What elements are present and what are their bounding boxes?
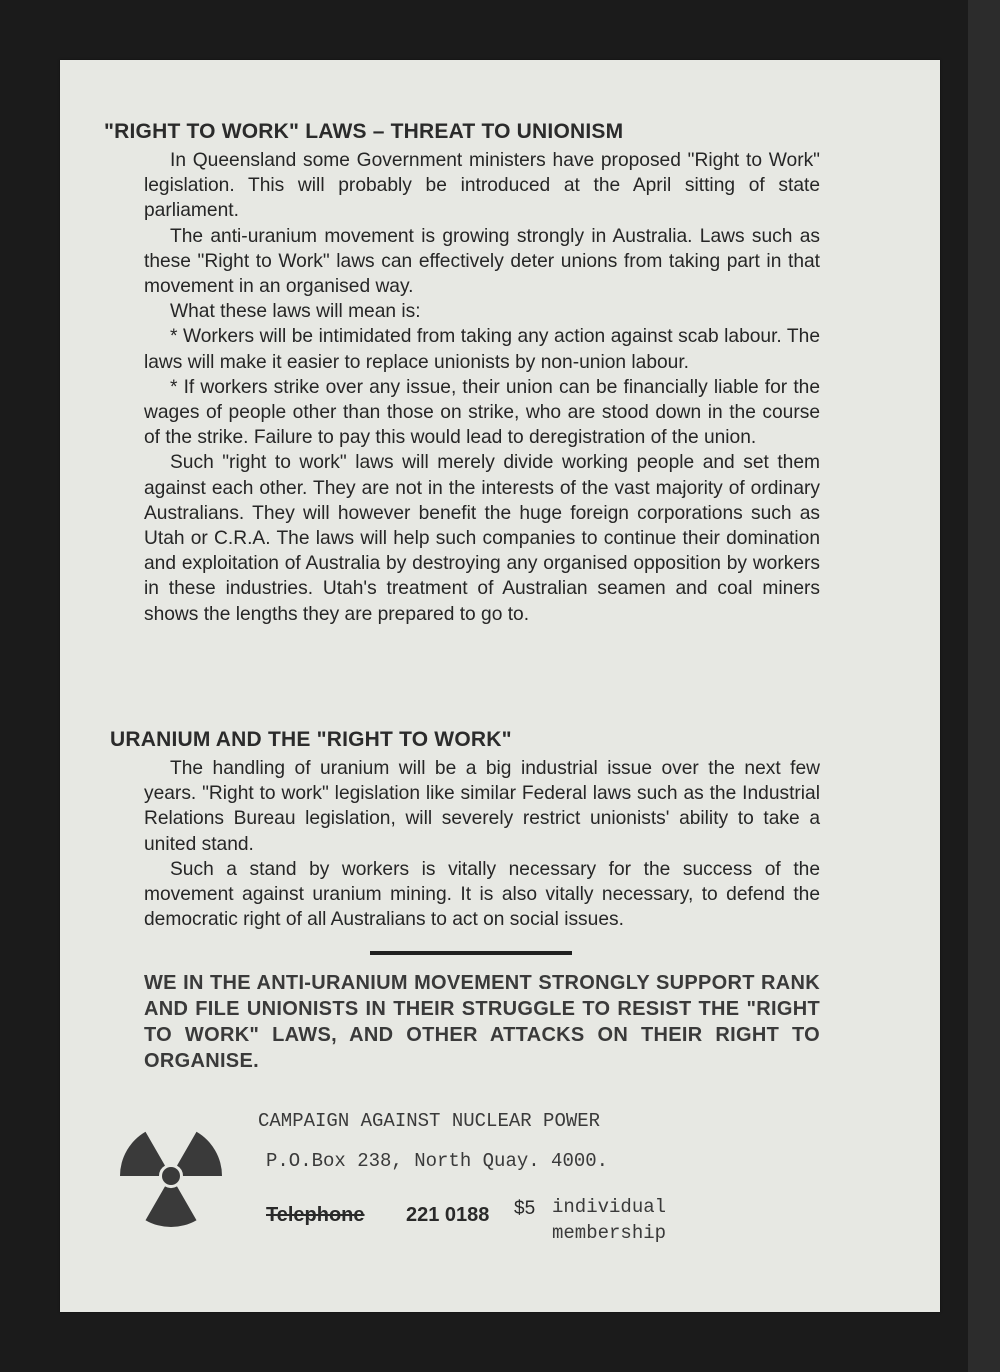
radiation-trefoil-icon xyxy=(100,1110,242,1242)
organisation-name: CAMPAIGN AGAINST NUCLEAR POWER xyxy=(258,1110,601,1132)
membership-label-line2: membership xyxy=(552,1222,667,1244)
membership-price: $5 xyxy=(514,1198,536,1219)
paragraph: Such "right to work" laws will merely divide working people and set them against each other. They are not in the interests of the vast majority of ordinary Australians. They will however benefit the huge foreign corporations such as Utah or C.R.A. The laws will help such companies to continue their domination and exploitation of Australia by destroying any organised opposition by workers in these industries. Utah's treatment of Australian seamen and coal miners shows the lengths they are prepared to go to. xyxy=(144,452,820,625)
paragraph: The anti-uranium movement is growing strongly in Australia. Laws such as these "Right to Work" laws can effectively deter unions from taking part in that movement in an organised way. xyxy=(144,225,820,298)
postal-address: P.O.Box 238, North Quay. 4000. xyxy=(266,1150,609,1172)
membership-label-line1: individual xyxy=(552,1196,667,1218)
section-heading-right-to-work: "RIGHT TO WORK" LAWS – THREAT TO UNIONISM xyxy=(104,120,624,143)
paragraph: Such a stand by workers is vitally necessary for the success of the movement against uranium mining. It is also vitally necessary, to defend the democratic right of all Australians to act on social issues. xyxy=(144,858,820,931)
paragraph: What these laws will mean is: xyxy=(170,301,421,323)
section-body-uranium xyxy=(144,756,820,932)
support-statement: WE IN THE ANTI-URANIUM MOVEMENT STRONGLY SUPPORT RANK AND FILE UNIONISTS IN THEIR STRUGGLE TO RESIST THE "RIGHT TO WORK" LAWS, AND OTHER ATTACKS ON THEIR RIGHT TO ORGANISE. xyxy=(144,972,820,1072)
telephone-label: Telephone xyxy=(266,1204,365,1226)
section-body-right-to-work xyxy=(144,148,820,627)
telephone-number: 221 0188 xyxy=(406,1204,490,1226)
leaflet-page xyxy=(60,60,940,1312)
divider-rule xyxy=(370,951,572,955)
paragraph: In Queensland some Government ministers have proposed "Right to Work" legislation. This will probably be introduced at the April sitting of state parliament. xyxy=(144,150,820,222)
paragraph: * If workers strike over any issue, their union can be financially liable for the wages of people other than those on strike, who are stood down in the course of the strike. Failure to pay this would lead to deregistration of the union. xyxy=(144,376,820,449)
section-heading-uranium: URANIUM AND THE "RIGHT TO WORK" xyxy=(110,728,512,751)
background-edge xyxy=(968,0,1000,1372)
paragraph: * Workers will be intimidated from taking any action against scab labour. The laws will make it easier to replace unionists by non-union labour. xyxy=(144,326,820,373)
paragraph: The handling of uranium will be a big industrial issue over the next few years. "Right to work" legislation like similar Federal laws such as the Industrial Relations Bureau legislation, will severely restrict unionists' ability to take a united stand. xyxy=(144,758,820,855)
